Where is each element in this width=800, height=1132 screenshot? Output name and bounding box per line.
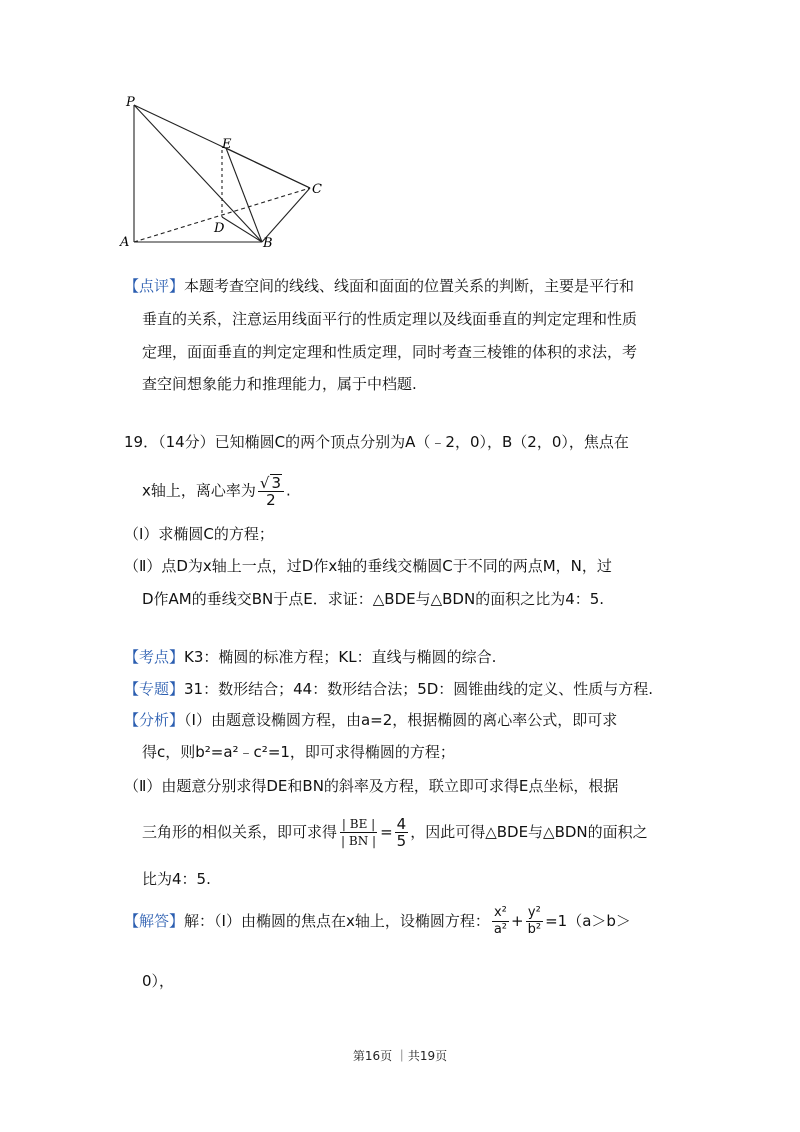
ellipse-x-denominator: a² (493, 922, 508, 937)
zhuanti-tag: 【专题】 (124, 680, 185, 698)
fenxi-tag: 【分析】 (124, 711, 185, 729)
fenxi-line-3: （Ⅱ）由题意分别求得DE和BN的斜率及方程，联立即可求得E点坐标，根据 (124, 777, 619, 795)
ellipse-x-term (492, 905, 509, 938)
ratio-fraction (339, 816, 378, 849)
eccentricity-fraction (258, 474, 284, 508)
label-A: A (120, 235, 130, 250)
ratio-numerator: | BE | (341, 817, 376, 831)
label-P: P (126, 95, 135, 110)
solution-condition: （a＞b＞ (567, 912, 631, 930)
problem-part-1: （Ⅰ）求椭圆C的方程； (124, 525, 274, 543)
geometry-figure (110, 90, 350, 260)
problem-stem-text: x轴上，离心率为 (142, 481, 256, 500)
sqrt-sign: √ (259, 474, 270, 492)
review-tag: 【点评】 (124, 277, 185, 295)
edge-PB (134, 105, 262, 242)
ellipse-y-denominator: b² (527, 922, 542, 937)
fenxi-line-1 (124, 709, 617, 731)
review-line-1 (124, 275, 634, 297)
fenxi-text-4-post: ，因此可得△BDE与△BDN的面积之 (410, 823, 648, 841)
problem-part-2-line-2: D作AM的垂线交BN于点E．求证：△BDE与△BDN的面积之比为4：5. (142, 590, 605, 608)
problem-stem-line-2 (142, 474, 291, 514)
fenxi-text-4: 三角形的相似关系，即可求得 (142, 823, 338, 841)
review-text-1: 本题考查空间的线线、线面和面面的位置关系的判断，主要是平行和 (184, 277, 635, 295)
fenxi-line-2: 得c，则b²=a²﹣c²=1，即可求得椭圆的方程； (142, 743, 455, 761)
fenxi-text-1: （Ⅰ）由题意设椭圆方程，由a=2，根据椭圆的离心率公式，即可求 (184, 711, 618, 729)
ellipse-plus: + (511, 912, 524, 930)
value-denominator: 5 (396, 832, 407, 850)
ellipse-x-numerator: x² (493, 905, 507, 920)
review-line-3: 定理，面面垂直的判定定理和性质定理，同时考查三棱锥的体积的求法，考 (142, 343, 638, 361)
label-B: B (263, 236, 273, 251)
problem-stem-line-1: 19．（14分）已知椭圆C的两个顶点分别为A（﹣2，0），B（2，0），焦点在 (124, 433, 629, 451)
kaodian-tag: 【考点】 (124, 648, 185, 666)
review-line-4: 查空间想象能力和推理能力，属于中档题. (142, 375, 417, 393)
eccentricity-denominator: 2 (266, 491, 276, 509)
ratio-equals: = (380, 823, 393, 841)
solution-line-2: 0）， (142, 972, 175, 990)
kaodian-text: K3：椭圆的标准方程；KL：直线与椭圆的综合. (184, 648, 497, 666)
label-D: D (214, 221, 225, 236)
eccentricity-numerator: 3 (271, 474, 281, 492)
solution-line-1 (124, 905, 631, 949)
fenxi-line-5: 比为4：5. (142, 870, 211, 888)
label-C: C (312, 182, 322, 197)
problem-stem-period: . (286, 481, 291, 500)
page-footer: 第16页 ｜共19页 (352, 1049, 448, 1063)
label-E: E (222, 137, 232, 152)
zhuanti-text: 31：数形结合；44：数形结合法；5D：圆锥曲线的定义、性质与方程. (184, 680, 654, 698)
ellipse-equals-one: =1 (545, 912, 568, 930)
ellipse-y-numerator: y² (527, 905, 541, 920)
value-fraction (395, 816, 409, 849)
fenxi-line-4 (142, 816, 648, 860)
zhuanti-line (124, 678, 653, 700)
ratio-denominator: | BN | (341, 834, 377, 848)
problem-part-2-line-1: （Ⅱ）点D为x轴上一点，过D作x轴的垂线交椭圆C于不同的两点M，N，过 (124, 557, 612, 575)
edge-BC (262, 188, 310, 242)
solution-tag: 【解答】 (124, 912, 185, 930)
value-numerator: 4 (396, 815, 407, 833)
solution-text-1: 解：（Ⅰ）由椭圆的焦点在x轴上，设椭圆方程： (184, 912, 490, 930)
kaodian-line (124, 646, 496, 668)
review-line-2: 垂直的关系，注意运用线面平行的性质定理以及线面垂直的判定定理和性质 (142, 310, 638, 328)
ellipse-y-term (526, 905, 543, 938)
